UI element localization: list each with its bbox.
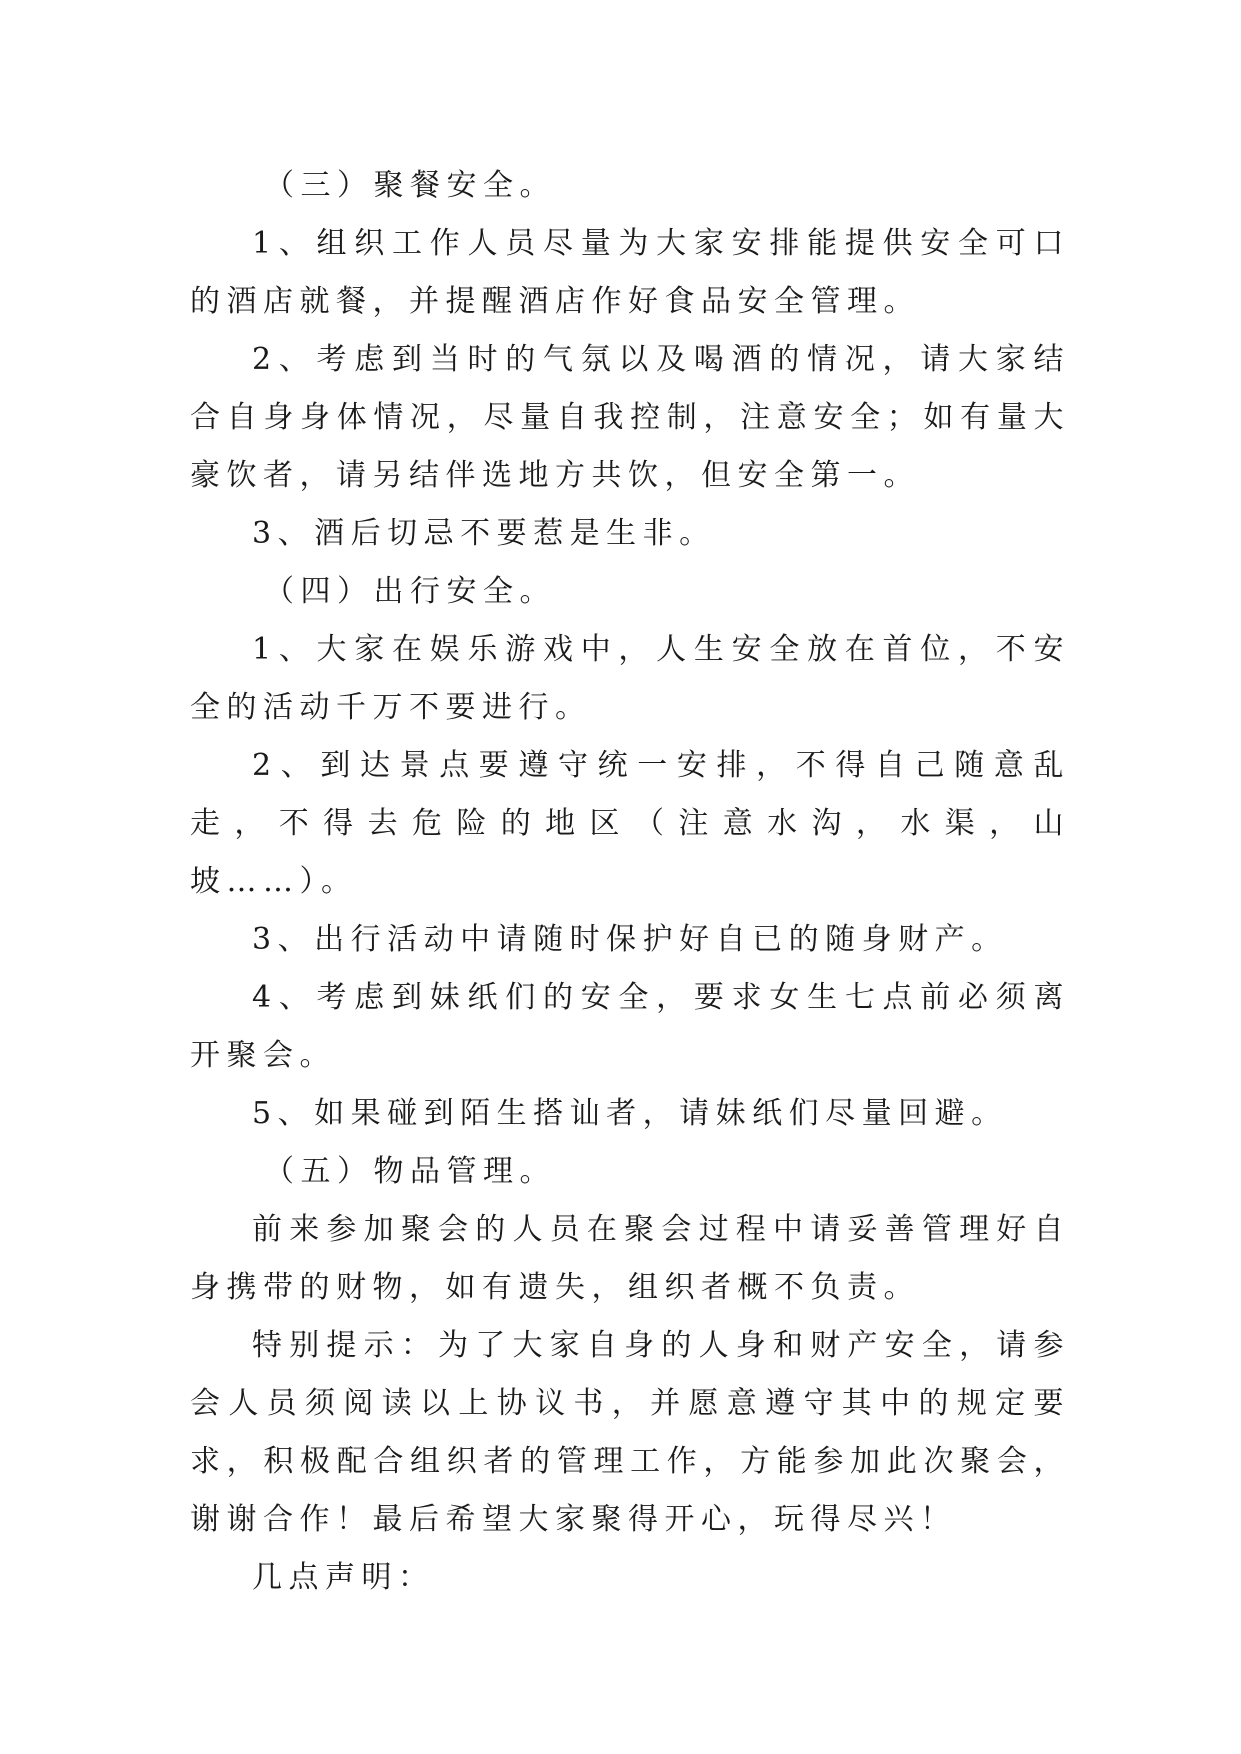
paragraph: 3、酒后切忌不要惹是生非。 — [252, 516, 716, 551]
paragraph: 2、考虑到当时的气氛以及喝酒的情况，请大家结合自身身体情况，尽量自我控制，注意安全；如有量大豪饮者，请另结伴选地方共饮，但安全第一。 — [190, 342, 1070, 493]
paragraph: 1、大家在娱乐游戏中，人生安全放在首位，不安全的活动千万不要进行。 — [190, 632, 1070, 725]
paragraph: 特别提示：为了大家自身的人身和财产安全，请参会人员须阅读以上协议书，并愿意遵守其中的规定要求，积极配合组织者的管理工作，方能参加此次聚会，谢谢合作！最后希望大家聚得开心，玩得尽兴！ — [190, 1328, 1070, 1537]
section-heading: （三）聚餐安全。 — [264, 168, 556, 203]
section-heading: （五）物品管理。 — [264, 1154, 556, 1189]
paragraph: 3、出行活动中请随时保护好自已的随身财产。 — [252, 922, 1008, 957]
section-heading: （四）出行安全。 — [264, 574, 556, 609]
paragraph: 2、到达景点要遵守统一安排，不得自己随意乱走，不得去危险的地区（注意水沟，水渠，山坡……）。 — [190, 748, 1070, 899]
paragraph: 1、组织工作人员尽量为大家安排能提供安全可口的酒店就餐，并提醒酒店作好食品安全管理。 — [190, 226, 1070, 319]
document-body — [190, 157, 1070, 1607]
paragraph: 前来参加聚会的人员在聚会过程中请妥善管理好自身携带的财物，如有遗失，组织者概不负责。 — [190, 1212, 1070, 1305]
paragraph: 几点声明： — [252, 1560, 435, 1595]
paragraph: 4、考虑到妹纸们的安全，要求女生七点前必须离开聚会。 — [190, 980, 1070, 1073]
paragraph: 5、如果碰到陌生搭讪者，请妹纸们尽量回避。 — [252, 1096, 1008, 1131]
